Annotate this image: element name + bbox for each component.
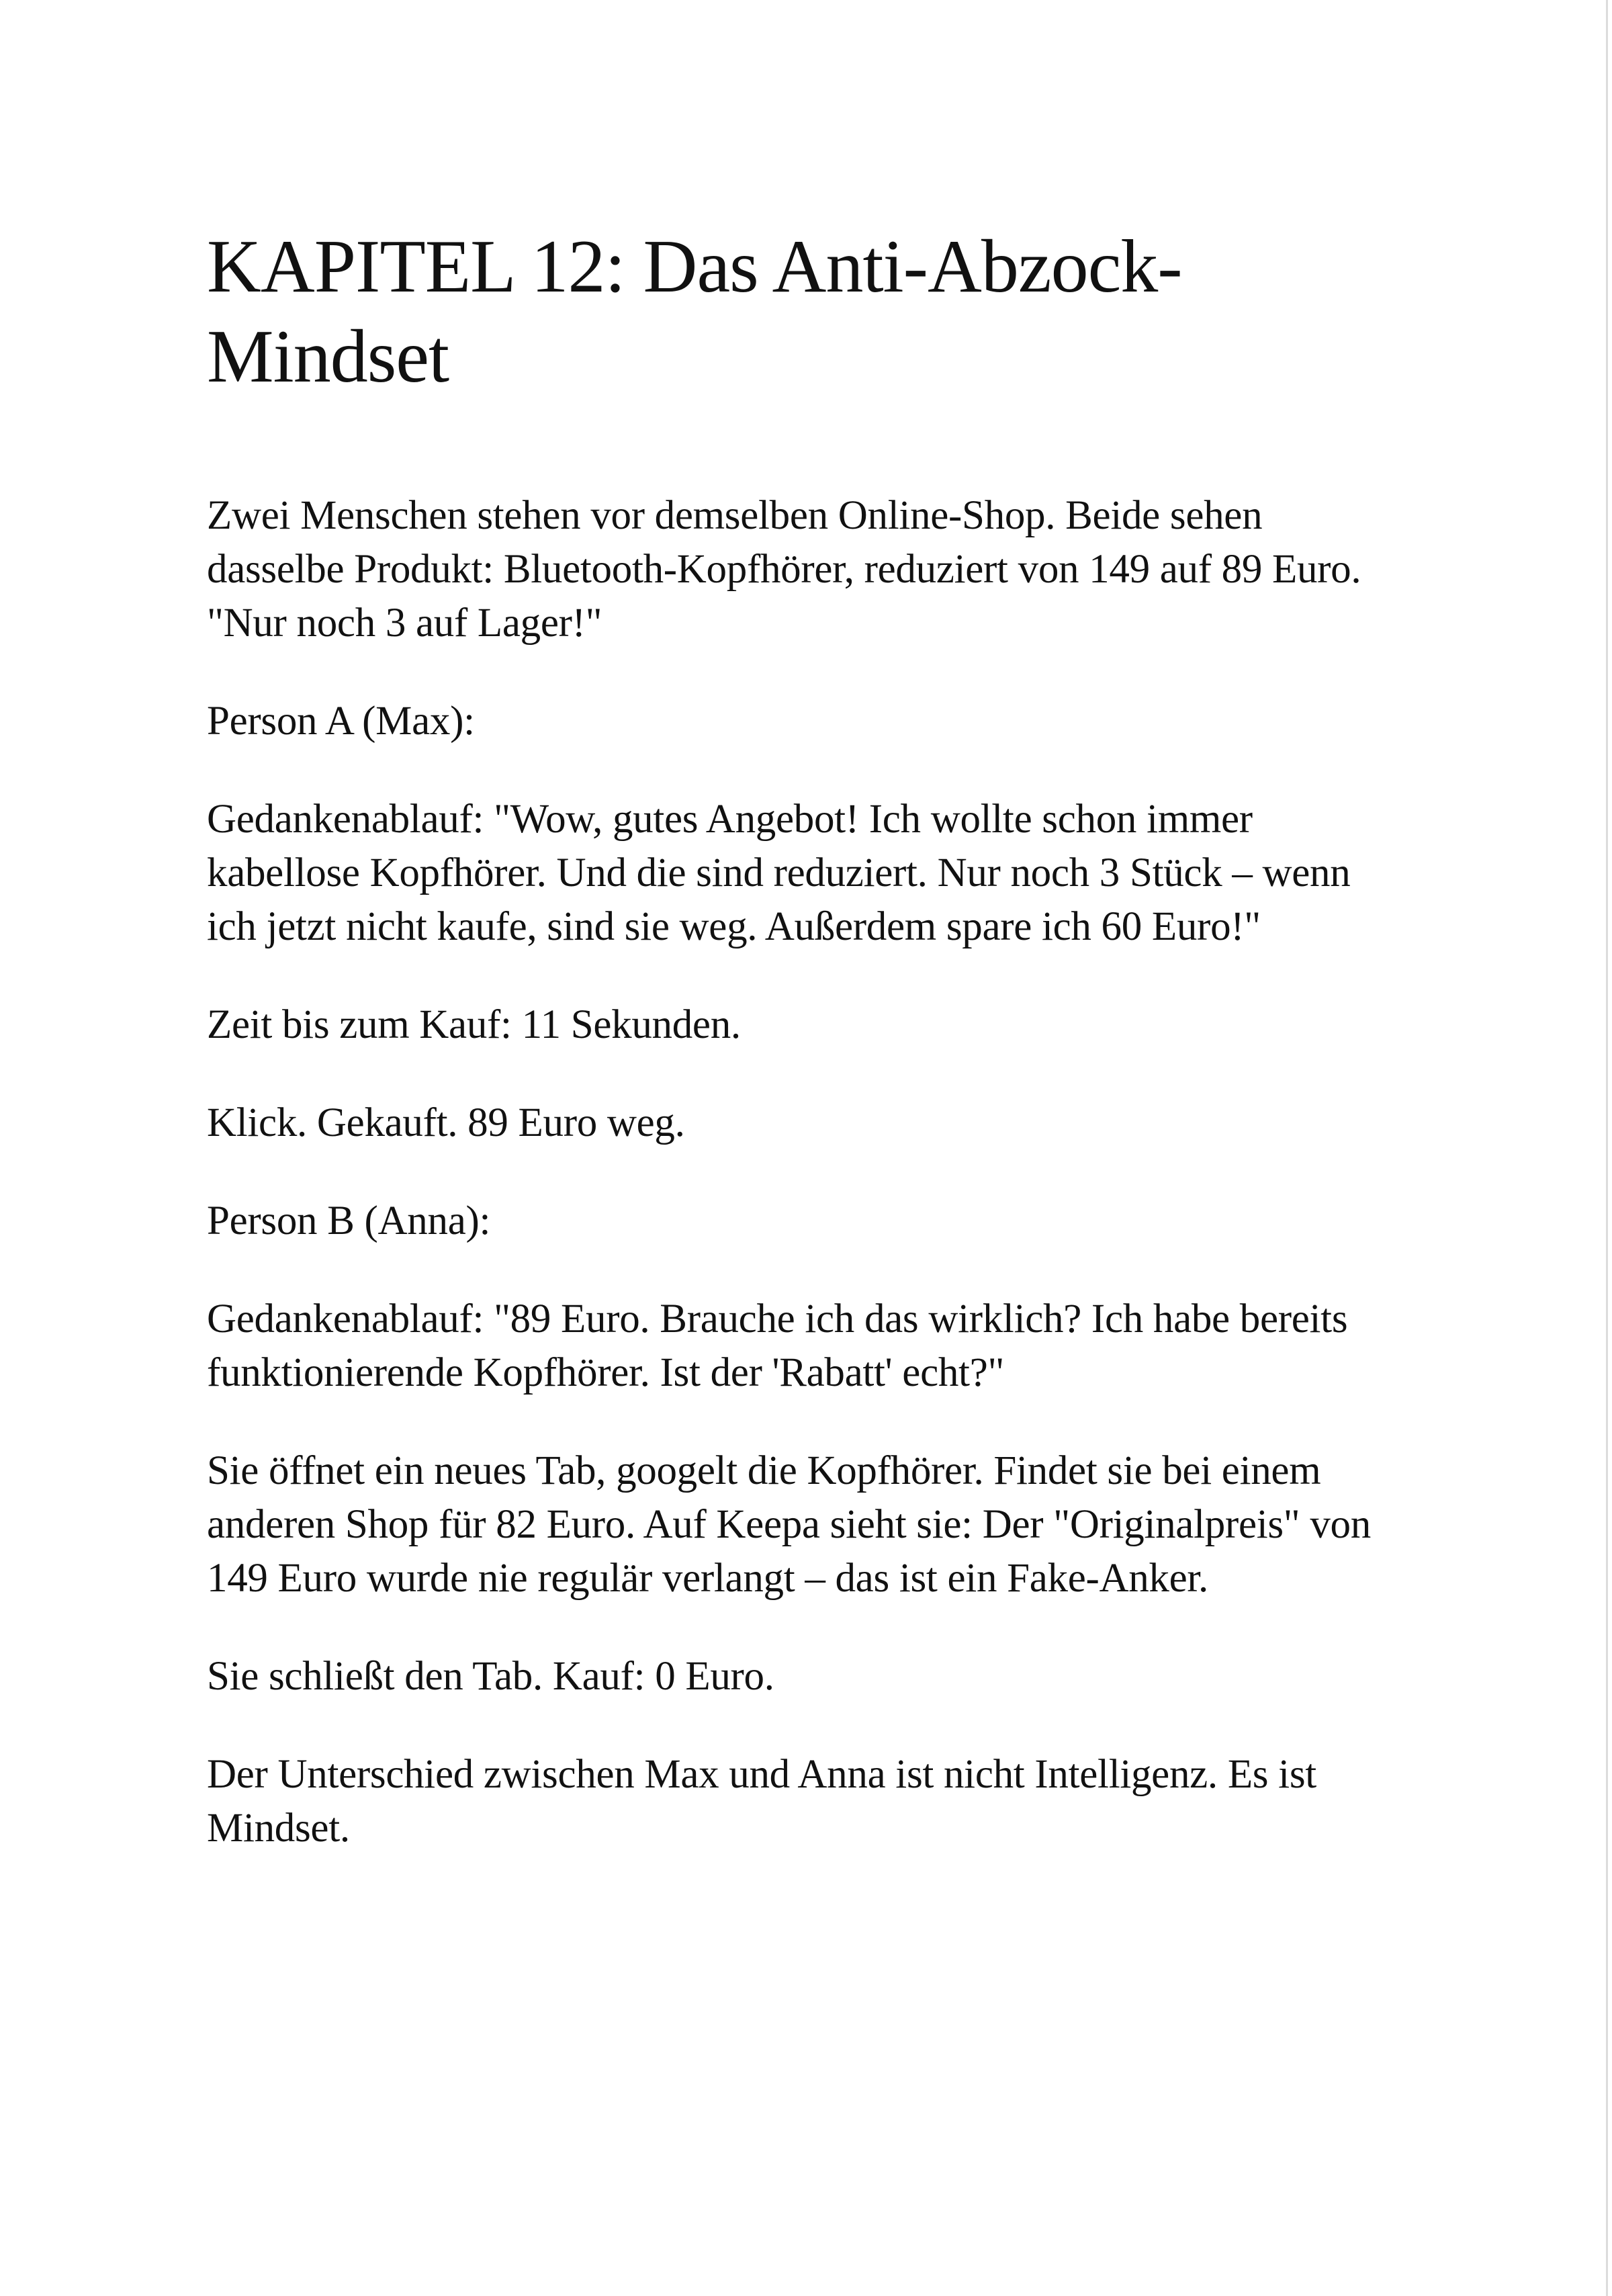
- paragraph-conclusion: Der Unterschied zwischen Max und Anna ist nicht Intelligenz. Es ist Mindset.: [207, 1752, 1316, 1851]
- paragraph-max-time: Zeit bis zum Kauf: 11 Sekunden.: [207, 1002, 741, 1047]
- paragraph-max-thoughts: Gedankenablauf: "Wow, gutes Angebot! Ich wollte schon immer kabellose Kopfhörer. Und die sind reduziert. Nur noch 3 Stück – wenn ich jetzt nicht kaufe, sind sie weg. Außerdem spare ich 60 Euro!": [207, 797, 1351, 949]
- paragraph-anna-thoughts: Gedankenablauf: "89 Euro. Brauche ich das wirklich? Ich habe bereits funktionierende Kopfhörer. Ist der 'Rabatt' echt?": [207, 1296, 1348, 1395]
- paragraph-person-a-heading: Person A (Max):: [207, 699, 475, 744]
- paragraph-anna-research: Sie öffnet ein neues Tab, googelt die Kopfhörer. Findet sie bei einem anderen Shop für 82 Euro. Auf Keepa sieht sie: Der "Originalpreis" von 149 Euro wurde nie regulär verlangt – das ist ein Fake-Anker.: [207, 1448, 1371, 1601]
- paragraph-person-b-heading: Person B (Anna):: [207, 1198, 491, 1243]
- chapter-title: KAPITEL 12: Das Anti-Abzock-Mindset: [207, 225, 1182, 398]
- paragraph-max-purchase: Klick. Gekauft. 89 Euro weg.: [207, 1100, 685, 1145]
- paragraph-anna-result: Sie schließt den Tab. Kauf: 0 Euro.: [207, 1654, 774, 1699]
- chapter-content: [207, 222, 1402, 1900]
- paragraph-intro: Zwei Menschen stehen vor demselben Online-Shop. Beide sehen dasselbe Produkt: Bluetooth-Kopfhörer, reduziert von 149 auf 89 Euro. "Nur noch 3 auf Lager!": [207, 493, 1361, 646]
